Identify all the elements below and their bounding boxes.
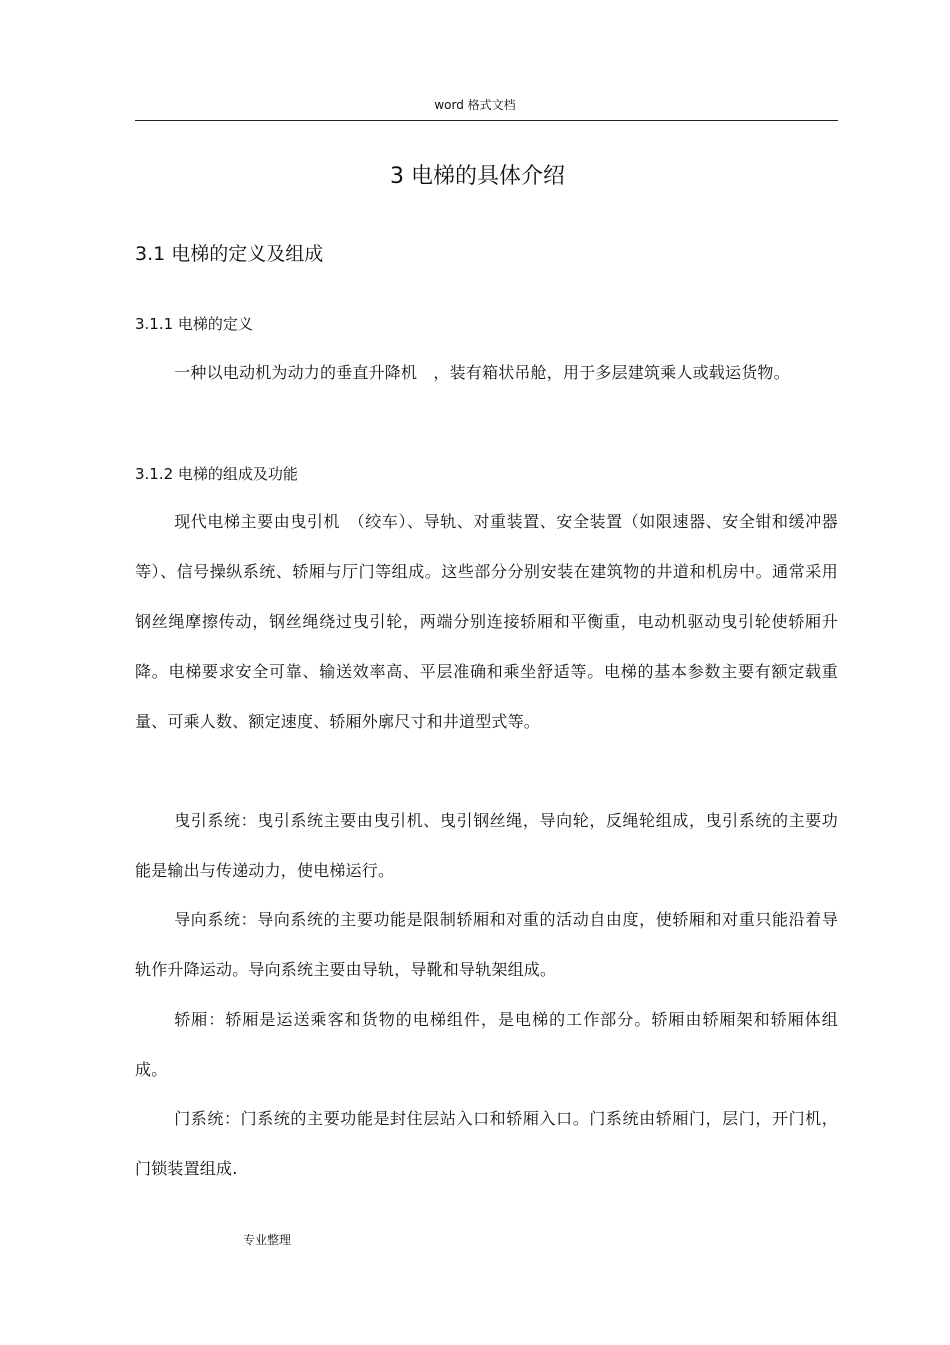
footer-text: 专业整理: [243, 1233, 292, 1247]
paragraph-definition: 一种以电动机为动力的垂直升降机 ，装有箱状吊舱，用于多层建筑乘人或载运货物。: [174, 363, 790, 382]
paragraph-guide-system: 导向系统：导向系统的主要功能是限制轿厢和对重的活动自由度，使轿厢和对重只能沿着导轨作升降运动。导向系统主要由导轨，导靴和导轨架组成。: [135, 910, 838, 979]
paragraph-door-system: 门系统：门系统的主要功能是封住层站入口和轿厢入口。门系统由轿厢门，层门，开门机，门锁装置组成.: [135, 1109, 838, 1178]
paragraph-composition: 现代电梯主要由曳引机 （绞车）、导轨、对重装置、安全装置（如限速器、安全钳和缓冲器等）、信号操纵系统、轿厢与厅门等组成。这些部分分别安装在建筑物的井道和机房中。通常采用钢丝绳摩擦传动，钢丝绳绕过曳引轮，两端分别连接轿厢和平衡重，电动机驱动曳引轮使轿厢升降。电梯要求安全可靠、输送效率高、平层准确和乘坐舒适等。电梯的基本参数主要有额定载重量、可乘人数、额定速度、轿厢外廓尺寸和井道型式等。: [135, 512, 838, 731]
page-header: [0, 97, 950, 113]
subsection-title-definition: 3.1.1 电梯的定义: [135, 315, 253, 333]
paragraph-traction-system: 曳引系统：曳引系统主要由曳引机、曳引钢丝绳，导向轮，反绳轮组成，曳引系统的主要功能是输出与传递动力，使电梯运行。: [135, 811, 838, 880]
header-text: word 格式文档: [434, 98, 516, 112]
header-divider: [135, 120, 838, 121]
subsection-title-composition: 3.1.2 电梯的组成及功能: [135, 465, 298, 483]
section-title: 3.1 电梯的定义及组成: [135, 243, 324, 265]
paragraph-car: 轿厢：轿厢是运送乘客和货物的电梯组件，是电梯的工作部分。轿厢由轿厢架和轿厢体组成。: [135, 1010, 838, 1079]
page-footer: [243, 1232, 291, 1248]
chapter-title: 3 电梯的具体介绍: [390, 164, 565, 189]
